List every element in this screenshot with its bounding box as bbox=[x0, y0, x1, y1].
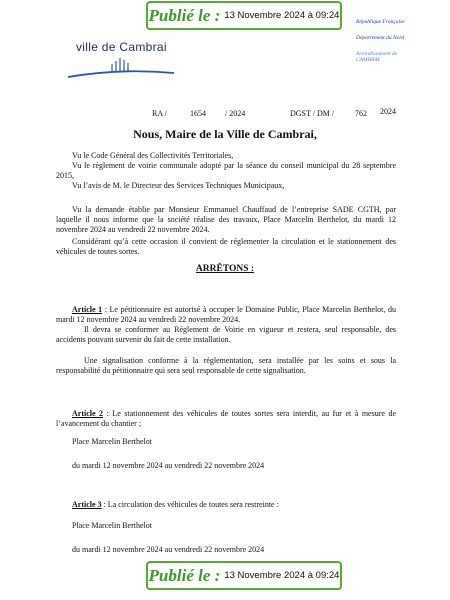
ra-label: RA / bbox=[152, 109, 167, 118]
article-3-label: Article 3 bbox=[72, 500, 102, 509]
arrondissement-name: CAMBRAI bbox=[356, 57, 380, 63]
logo-swoosh-icon bbox=[66, 40, 176, 82]
article-2-label: Article 2 bbox=[72, 409, 104, 418]
article-2 bbox=[56, 409, 396, 429]
dgst-label: DGST / DM / bbox=[290, 109, 335, 118]
article-2-place: Place Marcelin Berthelot bbox=[72, 437, 152, 446]
city-logo bbox=[66, 40, 176, 82]
article-1-text: : Le pétitionnaire est autorisé à occuper le Domaine Public, Place Marcelin Berthelot, du mardi 12 novembre 2024 au vendredi 22 novembre 2024. bbox=[56, 305, 396, 324]
arretons-heading: ARRÊTONS : bbox=[195, 264, 255, 274]
publication-stamp-bottom bbox=[146, 561, 342, 590]
stamp-label: Publié le : bbox=[148, 5, 221, 25]
ra-year: / 2024 bbox=[225, 109, 246, 118]
dgst-number: 762 bbox=[355, 109, 367, 118]
considerant-5: Considérant qu’à cette occasion il convient de réglementer la circulation et le stationnement des véhicules de toutes sortes. bbox=[56, 237, 396, 256]
page-title: Nous, Maire de la Ville de Cambrai, bbox=[133, 127, 317, 141]
article-3-dates: du mardi 12 novembre 2024 au vendredi 22 novembre 2024 bbox=[72, 545, 265, 554]
article-2-text: : Le stationnement des véhicules de toutes sortes sera interdit, au fur et à mesure de l’avancement du chantier ; bbox=[56, 409, 396, 428]
article-1 bbox=[56, 305, 396, 325]
stamp-datetime: 13 Novembre 2024 à 09:24 bbox=[224, 10, 340, 21]
article-1-paragraph-2: Il devra se conformer au Règlement de Voirie en vigueur et restera, seul responsable, des accidents pouvant survenir du fait de cette installation. bbox=[56, 325, 396, 344]
article-3-text: : La circulation des véhicules de toutes sera restreinte : bbox=[101, 500, 279, 509]
administrative-header bbox=[356, 19, 428, 63]
logo-text: ville de Cambrai bbox=[76, 40, 167, 54]
considerant-3: Vu l’avis de M. le Directeur des Services Techniques Municipaux, bbox=[72, 181, 285, 190]
ra-number: 1654 bbox=[190, 109, 206, 118]
considerant-4: Vu la demande établie par Monsieur Emmanuel Chauffaud de l’entreprise SADE CGTH, par laquelle il nous informe que la société réalise des travaux, Place Marcelin Berthelot, du mardi 12 novembre 2024 au vendredi 22 novembre 2024. bbox=[56, 205, 396, 234]
stamp-datetime-bottom: 13 Novembre 2024 à 09:24 bbox=[224, 570, 340, 581]
stamp-label-bottom: Publié le : bbox=[148, 565, 221, 585]
publication-stamp-top bbox=[146, 1, 342, 30]
article-1-paragraph-3: Une signalisation conforme à la réglementation, sera installée par les soins et sous la responsabilité du pétitionnaire qui sera seul responsable de cette signalisation. bbox=[56, 356, 396, 375]
article-3 bbox=[56, 500, 396, 510]
considerant-1: Vu le Code Général des Collectivités Territoriales, bbox=[72, 151, 234, 160]
article-3-place: Place Marcelin Berthelot bbox=[72, 521, 152, 530]
considerant-2: Vu le règlement de voirie communale adopté par la séance du conseil municipal du 28 septembre 2015, bbox=[56, 161, 396, 180]
article-2-dates: du mardi 12 novembre 2024 au vendredi 22 novembre 2024 bbox=[72, 461, 265, 470]
arrondissement-label: Arrondissement de bbox=[356, 51, 398, 57]
department-label: Département du Nord bbox=[356, 35, 405, 41]
dgst-year: 2024 bbox=[380, 107, 396, 116]
republic-label: République Française bbox=[356, 19, 405, 25]
article-1-label: Article 1 bbox=[72, 305, 103, 314]
